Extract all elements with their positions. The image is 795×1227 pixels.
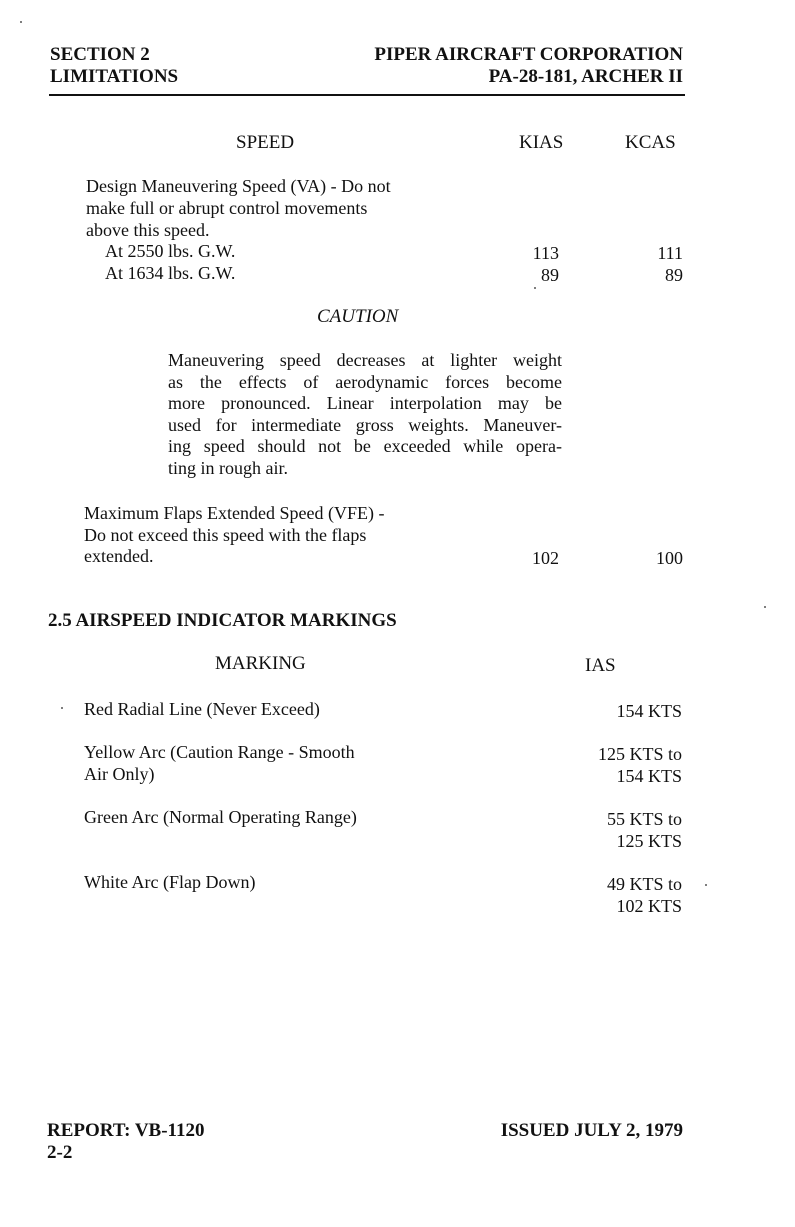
markings-heading: 2.5 AIRSPEED INDICATOR MARKINGS (48, 610, 397, 631)
col-speed-header: SPEED (236, 132, 295, 153)
aircraft-model: PA-28-181, ARCHER II (488, 66, 683, 87)
issue-date: ISSUED JULY 2, 1979 (500, 1120, 683, 1141)
caution-line: Maneuvering speed decreases at lighter weight (168, 350, 562, 370)
marking-label-cont: Air Only) (84, 764, 155, 784)
scan-speck (534, 287, 536, 289)
vfe-description-line3: extended. (84, 546, 154, 566)
marking-ias: 55 KTS to (606, 809, 682, 829)
caution-line: ing speed should not be exceeded while opera- (168, 436, 562, 456)
vfe-kias: 102 (532, 548, 559, 568)
vfe-description-line1: Maximum Flaps Extended Speed (VFE) - (84, 503, 385, 523)
marking-ias: 49 KTS to (606, 874, 682, 894)
subsection-label: LIMITATIONS (50, 66, 179, 87)
scan-speck (764, 606, 766, 608)
marking-ias-cont: 154 KTS (616, 766, 682, 786)
caution-title: CAUTION (317, 306, 399, 327)
marking-label: Yellow Arc (Caution Range - Smooth (84, 742, 355, 762)
scan-speck (20, 21, 22, 23)
marking-label: White Arc (Flap Down) (84, 872, 256, 892)
marking-ias: 154 KTS (616, 701, 682, 721)
company-name: PIPER AIRCRAFT CORPORATION (374, 44, 683, 65)
marking-ias: 125 KTS to (597, 744, 682, 764)
va-row-kias: 89 (541, 265, 559, 285)
caution-line: used for intermediate gross weights. Maneuver- (168, 414, 562, 435)
page-number: 2-2 (47, 1142, 73, 1163)
vfe-description-line2: Do not exceed this speed with the flaps (84, 525, 367, 545)
caution-line: as the effects of aerodynamic forces become (168, 371, 562, 392)
va-row-kcas: 111 (657, 243, 683, 263)
caution-line: more pronounced. Linear interpolation may be (168, 393, 562, 413)
vfe-kcas: 100 (656, 548, 683, 568)
col-kias-header: KIAS (519, 132, 564, 153)
va-description-line1: Design Maneuvering Speed (VA) - Do not (86, 176, 391, 196)
marking-label: Green Arc (Normal Operating Range) (84, 807, 357, 827)
report-number: REPORT: VB-1120 (47, 1120, 205, 1141)
col-marking-header: MARKING (215, 653, 306, 674)
section-label: SECTION 2 (50, 44, 150, 65)
marking-label: Red Radial Line (Never Exceed) (84, 699, 320, 719)
header-rule (49, 94, 685, 96)
va-row-kcas: 89 (665, 265, 683, 285)
marking-ias-cont: 102 KTS (616, 896, 682, 916)
scan-speck (61, 707, 63, 709)
marking-ias-cont: 125 KTS (616, 831, 682, 851)
scan-speck (705, 884, 707, 886)
caution-text (168, 350, 562, 479)
va-row-label: At 1634 lbs. G.W. (105, 263, 236, 283)
va-description-line2: make full or abrupt control movements (86, 198, 368, 218)
va-row-label: At 2550 lbs. G.W. (105, 241, 236, 261)
va-row-kias: 113 (532, 243, 559, 263)
va-description-line3: above this speed. (86, 220, 210, 240)
caution-line: ting in rough air. (168, 457, 288, 478)
col-ias-header: IAS (585, 655, 616, 676)
col-kcas-header: KCAS (625, 132, 676, 153)
